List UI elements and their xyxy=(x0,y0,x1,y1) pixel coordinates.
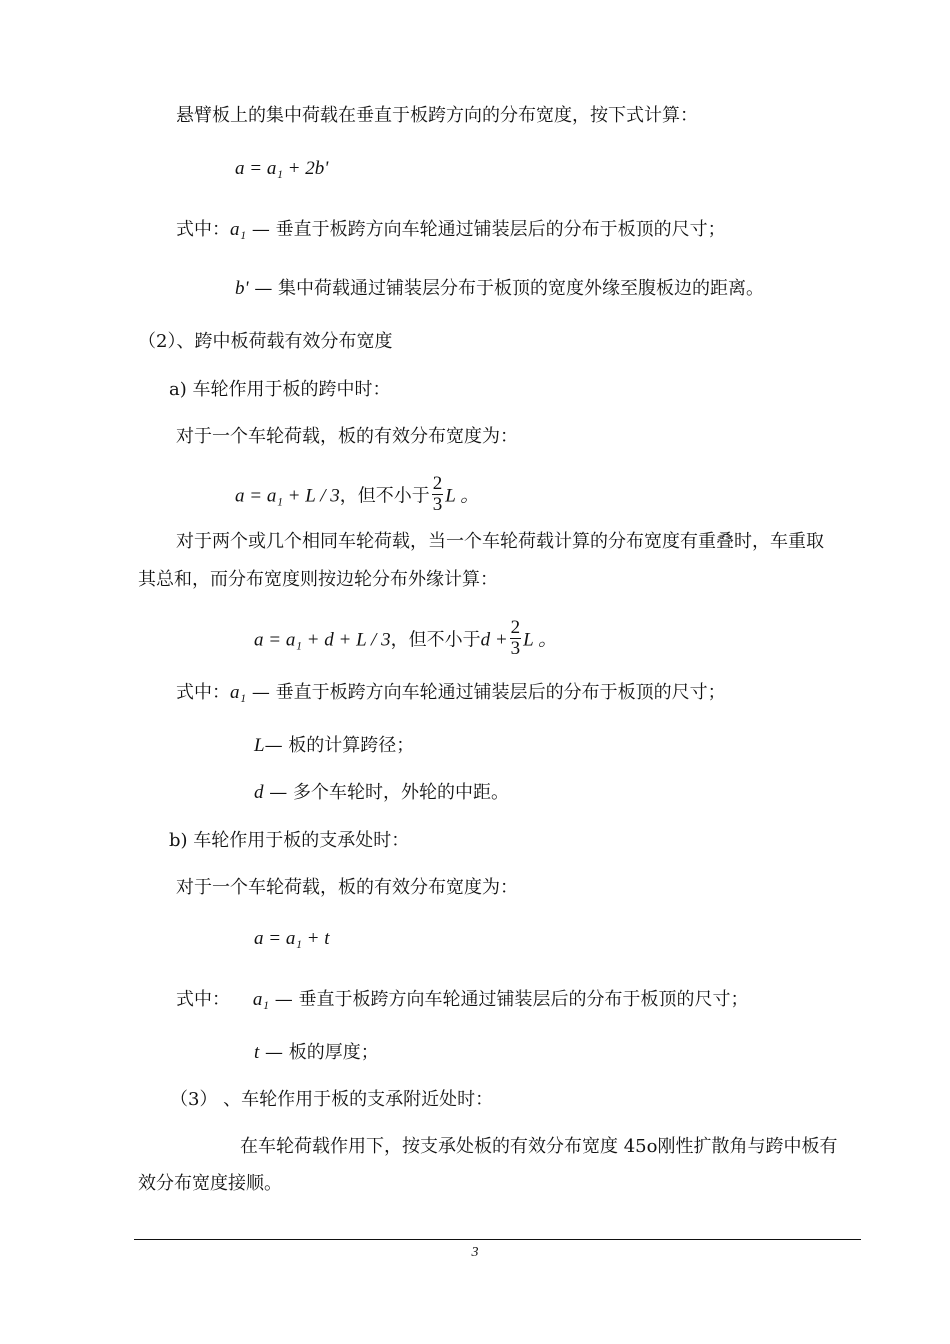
paragraph-line: 对于一个车轮荷载，板的有效分布宽度为： xyxy=(176,877,518,898)
formula-midspan-single: a = a₁ + L / 3，但不小于 $\frac{2}{3}$ L 。 xyxy=(235,473,480,515)
where-clause: L— 板的计算跨径； xyxy=(254,735,415,756)
formula-support: a = a₁ + t xyxy=(254,928,330,949)
symbol-a1: a₁ xyxy=(252,989,269,1010)
where-clause: d — 多个车轮时，外轮的中距。 xyxy=(254,782,509,803)
symbol-b-prime: b' xyxy=(235,278,249,299)
fraction-two-thirds: $\frac{2}{3}$ xyxy=(510,617,521,659)
page-number: 3 xyxy=(471,1245,479,1260)
paragraph-line: 效分布宽度接顺。 xyxy=(138,1173,282,1194)
subsection-heading: b) 车轮作用于板的支承处时： xyxy=(169,830,410,851)
section-heading: （2）、跨中板荷载有效分布宽度 xyxy=(138,331,393,352)
footer-rule xyxy=(134,1239,861,1240)
section-heading: （3） 、车轮作用于板的支承附近处时： xyxy=(170,1089,494,1110)
paragraph-line: 悬臂板上的集中荷载在垂直于板跨方向的分布宽度，按下式计算： xyxy=(176,105,698,126)
symbol-a1: a₁ xyxy=(230,219,247,240)
where-clause: b' — 集中荷载通过铺装层分布于板顶的宽度外缘至腹板边的距离。 xyxy=(235,278,765,299)
where-clause: 式中：a₁ — 垂直于板跨方向车轮通过铺装层后的分布于板顶的尺寸； xyxy=(176,219,726,240)
subsection-heading: a) 车轮作用于板的跨中时： xyxy=(169,379,391,400)
symbol-t: t xyxy=(254,1042,260,1063)
paragraph-line: 对于两个或几个相同车轮荷载，当一个车轮荷载计算的分布宽度有重叠时，车重取 xyxy=(176,531,824,552)
where-clause: 式中： a₁ — 垂直于板跨方向车轮通过铺装层后的分布于板顶的尺寸； xyxy=(176,989,749,1010)
fraction-two-thirds: $\frac{2}{3}$ xyxy=(432,473,443,515)
formula-cantilever: a = a₁ + 2b' xyxy=(235,158,329,179)
symbol-d: d xyxy=(254,782,264,803)
where-clause: 式中：a₁ — 垂直于板跨方向车轮通过铺装层后的分布于板顶的尺寸； xyxy=(176,682,726,703)
paragraph-line: 在车轮荷载作用下，按支承处板的有效分布宽度 45o刚性扩散角与跨中板有 xyxy=(240,1136,838,1157)
paragraph-line: 其总和，而分布宽度则按边轮分布外缘计算： xyxy=(138,569,498,590)
where-clause: t — 板的厚度； xyxy=(254,1042,379,1063)
formula-midspan-multiple: a = a₁ + d + L / 3，但不小于d + $\frac{2}{3}$ L 。 xyxy=(254,617,558,659)
paragraph-line: 对于一个车轮荷载，板的有效分布宽度为： xyxy=(176,426,518,447)
symbol-a1: a₁ xyxy=(230,682,247,703)
symbol-L: L xyxy=(254,735,265,756)
